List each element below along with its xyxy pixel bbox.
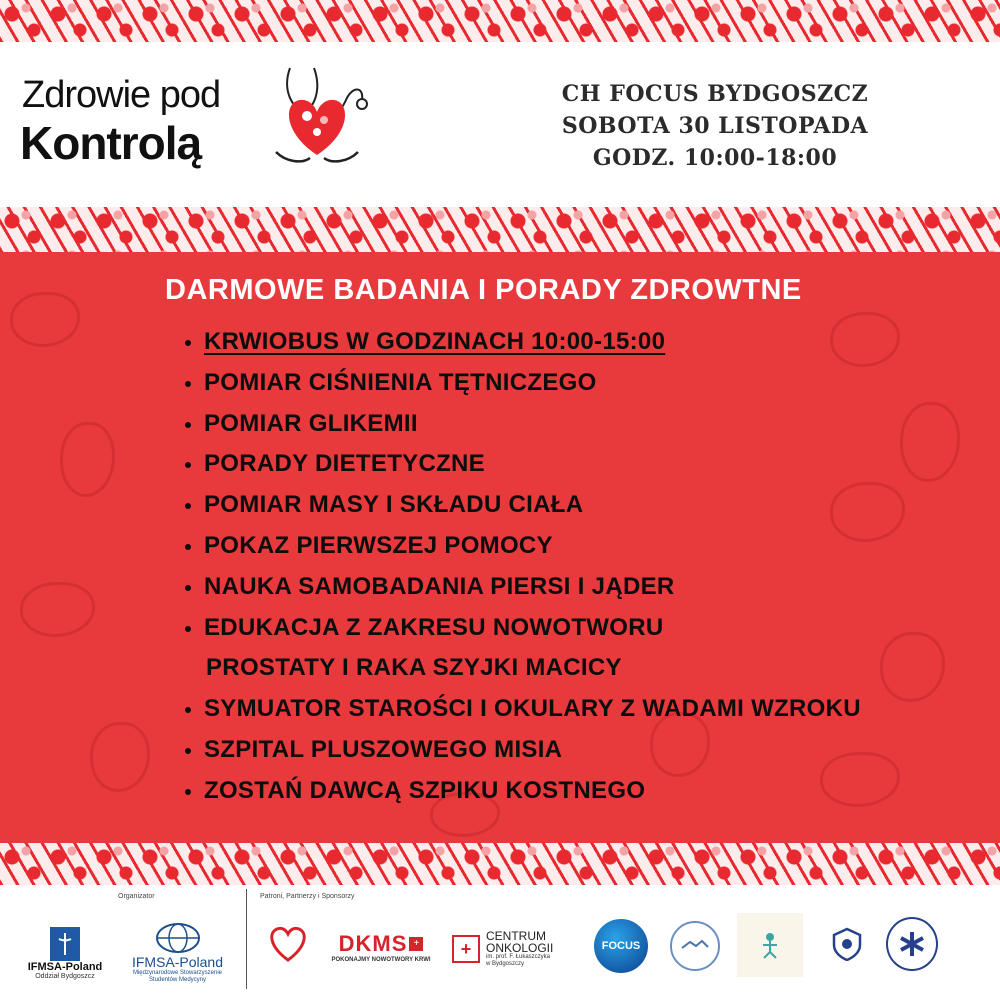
bullet-icon <box>185 422 191 428</box>
partner-circle-logo <box>670 921 720 971</box>
services-panel <box>0 252 1000 843</box>
list-item: NAUKA SAMOBADANIA PIERSI I JĄDER <box>185 571 861 612</box>
logo-title-line1: Zdrowie pod <box>22 74 221 116</box>
list-item: POMIAR MASY I SKŁADU CIAŁA <box>185 489 861 530</box>
figure-icon <box>755 930 785 960</box>
footer-sponsors <box>0 885 1000 1000</box>
divider <box>246 889 247 989</box>
ifmsa-emblem-icon <box>50 927 80 961</box>
background-blob <box>880 632 945 702</box>
partner-medical-logo <box>886 917 938 971</box>
event-location: CH FOCUS BYDGOSZCZ <box>561 81 869 107</box>
decorative-medical-pattern-bottom <box>0 843 1000 885</box>
ifmsa-poland-logo: IFMSA-Poland Międzynarodowe Stowarzyszenie Studentów Medycyny <box>120 913 235 993</box>
services-list <box>185 326 861 816</box>
heart-icon <box>266 923 310 963</box>
centrum-onkologii-logo: + CENTRUM ONKOLOGII im. prof. F. Łukaszczyka w Bydgoszczy <box>452 923 577 975</box>
event-info <box>520 78 910 174</box>
bullet-icon <box>185 503 191 509</box>
globe-icon <box>155 922 201 954</box>
list-item: PORADY DIETETYCZNE <box>185 448 861 489</box>
shield-icon <box>832 927 862 961</box>
dkms-logo: DKMS + POKONAJMY NOWOTWORY KRWI <box>331 931 431 963</box>
background-blob <box>900 402 960 482</box>
list-item: EDUKACJA Z ZAKRESU NOWOTWORU <box>185 612 861 653</box>
partner-shield-logo <box>826 921 868 967</box>
bullet-icon <box>185 585 191 591</box>
list-item: KRWIOBUS W GODZINACH 10:00-15:00 <box>185 326 861 367</box>
list-item-continuation: PROSTATY I RAKA SZYJKI MACICY <box>206 654 622 682</box>
decorative-medical-pattern-top <box>0 0 1000 42</box>
background-blob <box>90 722 150 792</box>
focus-logo: FOCUS <box>594 919 648 973</box>
event-hours: GODZ. 10:00-18:00 <box>592 145 838 171</box>
bullet-icon <box>185 544 191 550</box>
list-item: SYMUATOR STAROŚCI I OKULARY Z WADAMI WZROKU <box>185 693 861 734</box>
list-item: SZPITAL PLUSZOWEGO MISIA <box>185 734 861 775</box>
logo-title-line2: Kontrolą <box>20 117 202 169</box>
panel-title: DARMOWE BADANIA I PORADY ZDROWTNE <box>165 274 802 306</box>
handshake-icon <box>680 936 710 956</box>
bullet-icon <box>185 381 191 387</box>
background-blob <box>20 582 95 637</box>
partner-square-logo <box>737 913 803 977</box>
sponsors-label: Patroni, Partnerzy i Sponsorzy <box>260 893 355 900</box>
header <box>0 42 1000 207</box>
bullet-icon <box>185 707 191 713</box>
list-item: POMIAR GLIKEMII <box>185 408 861 449</box>
bullet-icon <box>185 340 191 346</box>
list-item: POMIAR CIŚNIENIA TĘTNICZEGO <box>185 367 861 408</box>
medical-cross-icon: + <box>452 935 480 963</box>
plus-icon: + <box>409 937 423 951</box>
background-blob <box>60 422 115 497</box>
list-item: POKAZ PIERWSZEJ POMOCY <box>185 530 861 571</box>
list-item: ZOSTAŃ DAWCĄ SZPIKU KOSTNEGO <box>185 775 861 816</box>
bullet-icon <box>185 789 191 795</box>
heart-stethoscope-icon <box>262 60 372 170</box>
event-date: SOBOTA 30 LISTOPADA <box>561 113 869 139</box>
background-blob <box>10 292 80 347</box>
decorative-medical-pattern-middle <box>0 207 1000 252</box>
organizer-label: Organizator <box>118 893 155 900</box>
bullet-icon <box>185 462 191 468</box>
star-of-life-icon <box>898 930 926 958</box>
heart-partner-logo <box>264 921 312 965</box>
dkms-wordmark: DKMS + <box>339 931 424 957</box>
bullet-icon <box>185 748 191 754</box>
ifmsa-bydgoszcz-logo: IFMSA-Poland Oddział Bydgoszcz <box>20 915 110 991</box>
bullet-icon <box>185 626 191 632</box>
